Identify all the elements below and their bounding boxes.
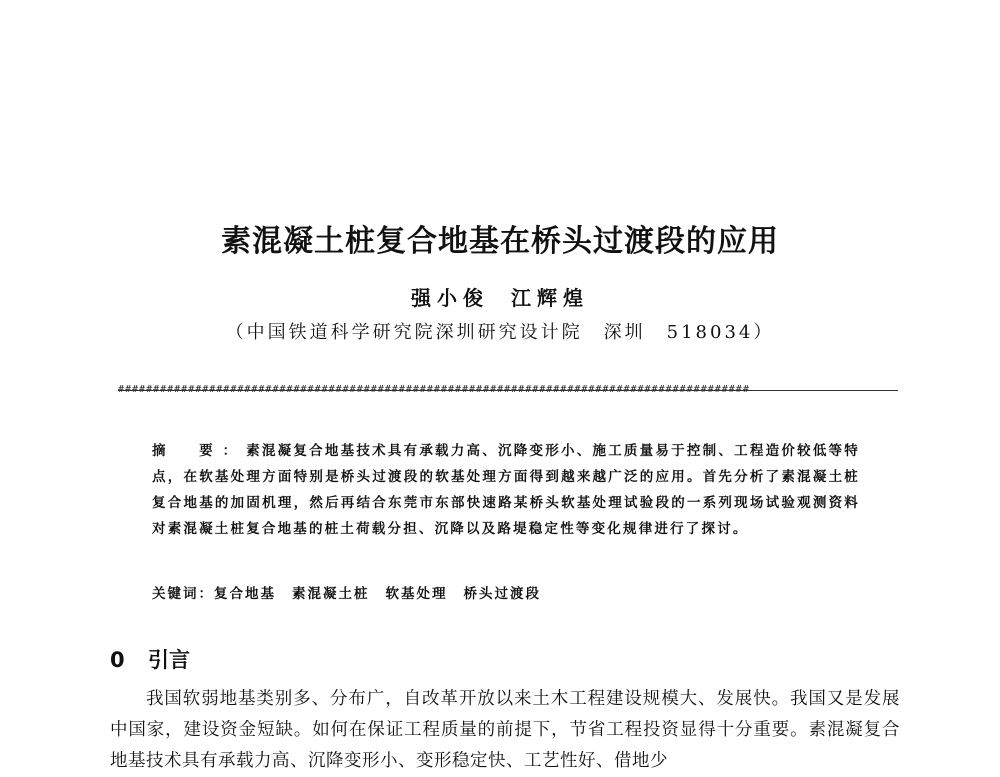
keyword: 软基处理 [385,586,448,602]
body-paragraph: 我国软弱地基类别多、分布广，自改革开放以来土木工程建设规模大、发展快。我国又是发展中国家，建设资金短缺。如何在保证工程质量的前提下，节省工程投资显得十分重要。素混凝复合地基技术具有承载力高、沉降变形小、变形稳定快、工艺性好、借地少 [110,689,900,771]
author-name: 江辉煌 [511,286,589,310]
section-title: 引言 [148,648,190,672]
abstract [152,438,860,542]
section-heading [110,644,190,674]
abstract-text: 素混凝复合地基技术具有承载力高、沉降变形小、施工质量易于控制、工程造价较低等特点，在软基处理方面特别是桥头过渡段的软基处理方面得到越来越广泛的应用。首先分析了素混凝土桩复合地基的加固机理，然后再结合东莞市东部快速路某桥头软基处理试验段的一系列现场试验观测资料对素混凝土桩复合地基的桩土荷载分担、沉降以及路堤稳定性等变化规律进行了探讨。 [152,443,860,537]
keywords-label: 关键词： [152,586,214,602]
paper-title: 素混凝土桩复合地基在桥头过渡段的应用 [221,224,779,259]
decorative-divider: ########################################################################################## [118,385,898,395]
author-list [0,282,1000,311]
section-number: 0 [110,648,125,672]
keyword: 桥头过渡段 [463,586,541,602]
abstract-label: 摘 要： [152,443,247,459]
keyword: 复合地基 [214,586,276,602]
keywords [152,582,860,602]
affiliation: （中国铁道科学研究院深圳研究设计院 深圳 518034） [225,322,775,343]
author-name: 强小俊 [411,286,489,310]
keyword: 素混凝土桩 [292,586,370,602]
